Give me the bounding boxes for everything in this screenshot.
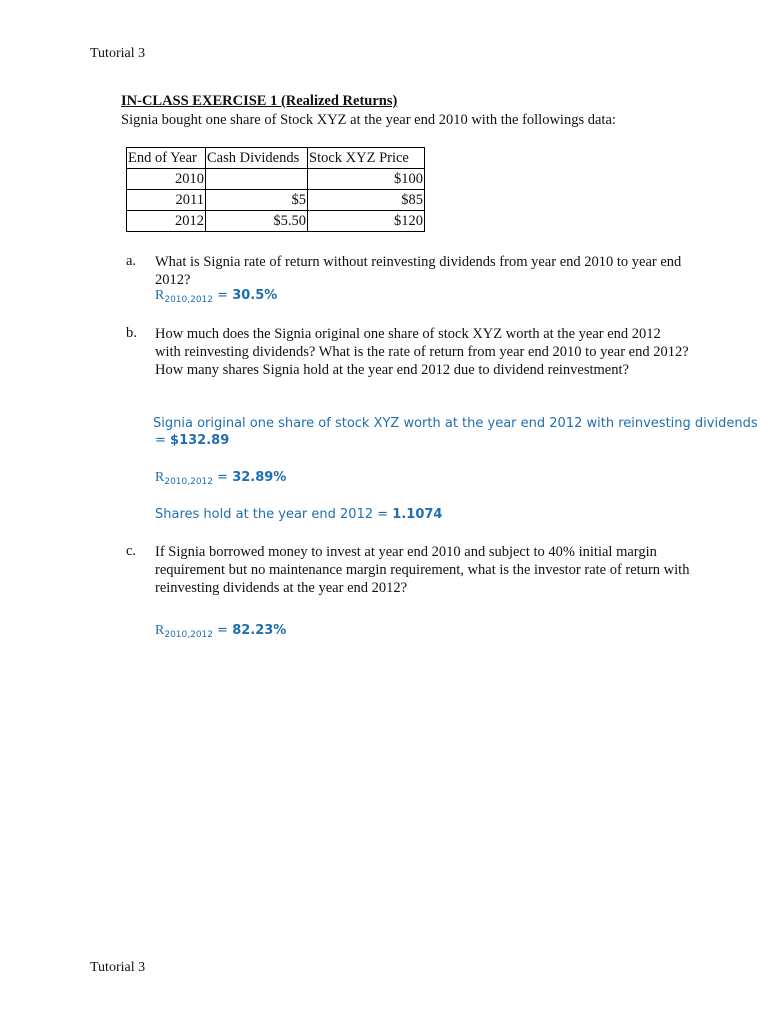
table-header-cell: End of Year: [127, 148, 206, 169]
answer-a-value: 30.5%: [232, 288, 278, 303]
question-b-label: b.: [126, 325, 137, 341]
answer-b-worth-value: $132.89: [170, 433, 230, 448]
table-cell: 2012: [127, 211, 206, 232]
table-cell: 2010: [127, 169, 206, 190]
table-cell: $5.50: [206, 211, 308, 232]
answer-b-shares-text: Shares hold at the year end 2012: [155, 507, 374, 522]
table-row: [127, 211, 425, 232]
answer-c-symbol: R: [155, 623, 165, 638]
page-header: Tutorial 3: [90, 46, 146, 61]
answer-b-return-value: 32.89%: [232, 470, 287, 485]
table-header-cell: Cash Dividends: [206, 148, 308, 169]
question-b-text: How much does the Signia original one share of stock XYZ worth at the year end 2012 with reinvesting dividends? What is the rate of return from year end 2010 to year end 2012? How many shares Signia hold at the year end 2012 due to dividend reinvestment?: [155, 326, 689, 379]
answer-b-symbol: R: [155, 470, 165, 485]
question-c-text: If Signia borrowed money to invest at year end 2010 and subject to 40% initial margin requirement but no maintenance margin requirement, what is the investor rate of return with reinvesting dividends at the year end 2012?: [155, 544, 690, 597]
table-header-cell: Stock XYZ Price: [308, 148, 425, 169]
table-cell: $5: [206, 190, 308, 211]
answer-b-worth-text: Signia original one share of stock XYZ worth at the year end 2012 with reinvesting dividends: [153, 416, 758, 431]
table-cell: [206, 169, 308, 190]
answer-a: $R_{2010,2012} = 30.5\%$: [155, 288, 278, 305]
table-row: [127, 190, 425, 211]
answer-b-shares: Shares hold at the year end 2012 = 1.1074: [155, 507, 443, 522]
table-cell: $100: [308, 169, 425, 190]
answer-c-subscript: 2010,2012: [164, 630, 214, 640]
page-footer: Tutorial 3: [90, 960, 146, 975]
data-table: [126, 147, 425, 232]
answer-c: $R_{2010,2012} = 82.23\%$: [155, 623, 287, 640]
answer-b-subscript: 2010,2012: [164, 477, 214, 487]
answer-b-worth: [153, 416, 758, 431]
answer-b-worth-line2: = $132.89: [155, 433, 230, 448]
question-a-label: a.: [126, 253, 137, 269]
exercise-intro: Signia bought one share of Stock XYZ at the year end 2010 with the followings data:: [121, 112, 616, 128]
question-a-text: What is Signia rate of return without reinvesting dividends from year end 2010 to year end 2012?: [155, 254, 682, 289]
question-c-label: c.: [126, 543, 137, 559]
table-cell: $85: [308, 190, 425, 211]
answer-a-subscript: 2010,2012: [164, 295, 214, 305]
table-header-row: [127, 148, 425, 169]
answer-b-return: $R_{2010,2012} = 32.89\%$: [155, 470, 287, 487]
answer-b-shares-value: 1.1074: [392, 507, 443, 522]
answer-a-symbol: R: [155, 288, 165, 303]
table-cell: 2011: [127, 190, 206, 211]
table-row: [127, 169, 425, 190]
exercise-title: IN-CLASS EXERCISE 1 (Realized Returns): [121, 93, 398, 109]
table-cell: $120: [308, 211, 425, 232]
answer-c-value: 82.23%: [232, 623, 287, 638]
